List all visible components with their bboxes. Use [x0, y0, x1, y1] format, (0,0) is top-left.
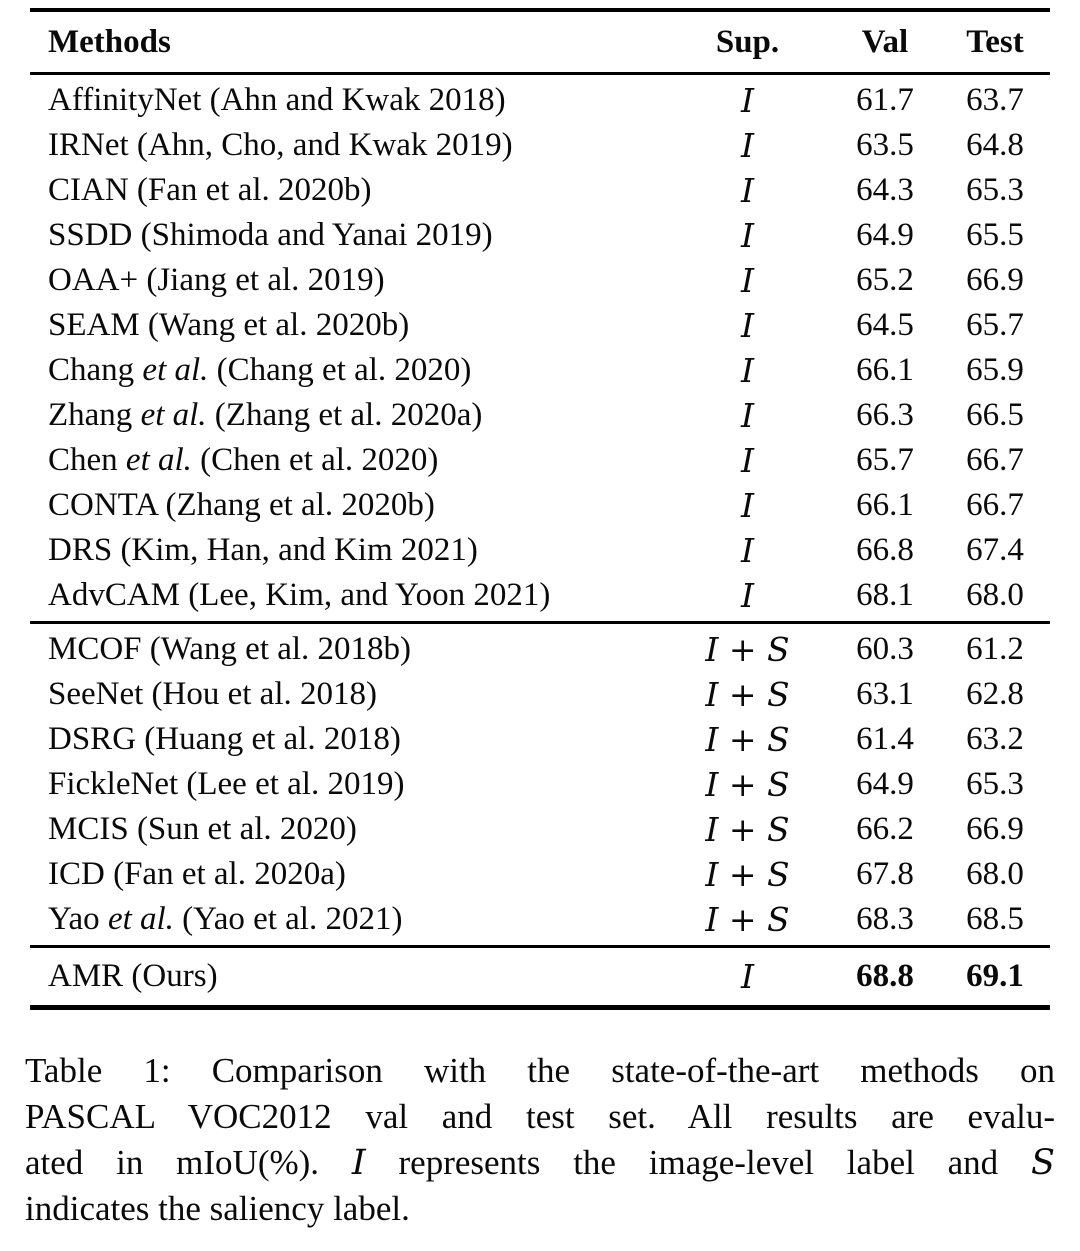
table-caption: [25, 1048, 1055, 1232]
method-cell: CIAN (Fan et al. 2020b): [48, 172, 372, 208]
method-cell: SEAM (Wang et al. 2020b): [48, 307, 410, 343]
table-bottom-rule: [30, 1005, 1050, 1010]
supervision-cell: I: [740, 530, 755, 570]
method-cell: AdvCAM (Lee, Kim, and Yoon 2021): [48, 577, 551, 613]
method-cell: AffinityNet (Ahn and Kwak 2018): [48, 82, 506, 118]
table-header-row: [30, 12, 1050, 72]
table-row: [30, 852, 1050, 897]
caption-line: PASCAL VOC2012 val and test set. All results are evalu-: [25, 1097, 1055, 1136]
col-header-test: Test: [966, 23, 1024, 60]
supervision-cell: I: [740, 956, 755, 996]
method-cell: AMR (Ours): [48, 958, 218, 994]
test-miou-cell: 65.7: [966, 307, 1024, 343]
val-miou-cell: 65.2: [856, 262, 914, 298]
table-row: [30, 483, 1050, 528]
table-row: [30, 627, 1050, 672]
method-cell: MCOF (Wang et al. 2018b): [48, 631, 412, 667]
method-cell: OAA+ (Jiang et al. 2019): [48, 262, 385, 298]
table-row: [30, 762, 1050, 807]
method-cell: CONTA (Zhang et al. 2020b): [48, 487, 435, 523]
table-row: [30, 438, 1050, 483]
table-row: [30, 348, 1050, 393]
supervision-cell: I: [740, 260, 755, 300]
table-row: [30, 954, 1050, 999]
val-miou-cell: 66.1: [856, 487, 914, 523]
supervision-cell: I: [740, 395, 755, 435]
method-cell: IRNet (Ahn, Cho, and Kwak 2019): [48, 127, 513, 163]
val-miou-cell: 63.1: [856, 676, 914, 712]
val-miou-cell: 61.4: [856, 721, 914, 757]
col-header-methods: Methods: [48, 23, 171, 60]
val-miou-cell: 63.5: [856, 127, 914, 163]
method-cell: Yao et al. (Yao et al. 2021): [48, 901, 403, 937]
val-miou-cell: 64.9: [856, 766, 914, 802]
table-row: [30, 528, 1050, 573]
test-miou-cell: 66.9: [966, 262, 1024, 298]
table-row: [30, 123, 1050, 168]
supervision-cell: I: [740, 440, 755, 480]
val-miou-cell: 65.7: [856, 442, 914, 478]
test-miou-cell: 61.2: [966, 631, 1024, 667]
table-row: [30, 573, 1050, 618]
section-ours: [30, 948, 1050, 1005]
val-miou-cell: 66.2: [856, 811, 914, 847]
supervision-cell: I: [740, 170, 755, 210]
supervision-cell: I + S: [705, 899, 790, 939]
val-miou-cell: 64.5: [856, 307, 914, 343]
val-miou-cell: 68.8: [856, 958, 914, 994]
method-cell: SSDD (Shimoda and Yanai 2019): [48, 217, 493, 253]
results-table: [30, 8, 1050, 1010]
table-row: [30, 258, 1050, 303]
test-miou-cell: 65.3: [966, 766, 1024, 802]
supervision-cell: I + S: [705, 674, 790, 714]
supervision-cell: I: [740, 80, 755, 120]
test-miou-cell: 68.0: [966, 856, 1024, 892]
test-miou-cell: 68.0: [966, 577, 1024, 613]
val-miou-cell: 64.3: [856, 172, 914, 208]
supervision-cell: I: [740, 575, 755, 615]
table-row: [30, 213, 1050, 258]
test-miou-cell: 66.7: [966, 487, 1024, 523]
test-miou-cell: 66.5: [966, 397, 1024, 433]
supervision-cell: I: [740, 485, 755, 525]
val-miou-cell: 66.1: [856, 352, 914, 388]
method-cell: ICD (Fan et al. 2020a): [48, 856, 346, 892]
supervision-cell: I + S: [705, 764, 790, 804]
method-cell: Chang et al. (Chang et al. 2020): [48, 352, 472, 388]
table-row: [30, 168, 1050, 213]
table-row: [30, 303, 1050, 348]
table-row: [30, 807, 1050, 852]
table-row: [30, 672, 1050, 717]
section-image-level: [30, 75, 1050, 621]
val-miou-cell: 68.1: [856, 577, 914, 613]
test-miou-cell: 68.5: [966, 901, 1024, 937]
caption-line: indicates the saliency label.: [25, 1189, 410, 1228]
caption-line: Table 1: Comparison with the state-of-the-art methods on: [25, 1051, 1055, 1090]
val-miou-cell: 64.9: [856, 217, 914, 253]
method-cell: DSRG (Huang et al. 2018): [48, 721, 401, 757]
supervision-cell: I: [740, 350, 755, 390]
test-miou-cell: 64.8: [966, 127, 1024, 163]
method-cell: MCIS (Sun et al. 2020): [48, 811, 357, 847]
method-cell: FickleNet (Lee et al. 2019): [48, 766, 405, 802]
test-miou-cell: 65.3: [966, 172, 1024, 208]
table-row: [30, 897, 1050, 942]
val-miou-cell: 66.8: [856, 532, 914, 568]
test-miou-cell: 69.1: [966, 958, 1024, 994]
supervision-cell: I + S: [705, 809, 790, 849]
val-miou-cell: 60.3: [856, 631, 914, 667]
supervision-cell: I: [740, 305, 755, 345]
test-miou-cell: 62.8: [966, 676, 1024, 712]
supervision-cell: I: [740, 215, 755, 255]
test-miou-cell: 67.4: [966, 532, 1024, 568]
supervision-cell: I + S: [705, 719, 790, 759]
method-cell: DRS (Kim, Han, and Kim 2021): [48, 532, 478, 568]
section-image-saliency: [30, 624, 1050, 945]
method-cell: SeeNet (Hou et al. 2018): [48, 676, 377, 712]
caption-line: ated in mIoU(%). I represents the image-level label and S: [25, 1143, 1055, 1183]
col-header-sup: Sup.: [715, 23, 780, 60]
table-row: [30, 717, 1050, 762]
method-cell: Chen et al. (Chen et al. 2020): [48, 442, 439, 478]
test-miou-cell: 66.9: [966, 811, 1024, 847]
table-row: [30, 393, 1050, 438]
test-miou-cell: 65.9: [966, 352, 1024, 388]
test-miou-cell: 65.5: [966, 217, 1024, 253]
supervision-cell: I + S: [705, 629, 790, 669]
val-miou-cell: 61.7: [856, 82, 914, 118]
val-miou-cell: 68.3: [856, 901, 914, 937]
test-miou-cell: 63.7: [966, 82, 1024, 118]
table-row: [30, 78, 1050, 123]
val-miou-cell: 67.8: [856, 856, 914, 892]
col-header-val: Val: [861, 23, 909, 60]
test-miou-cell: 66.7: [966, 442, 1024, 478]
val-miou-cell: 66.3: [856, 397, 914, 433]
method-cell: Zhang et al. (Zhang et al. 2020a): [48, 397, 483, 433]
supervision-cell: I + S: [705, 854, 790, 894]
test-miou-cell: 63.2: [966, 721, 1024, 757]
supervision-cell: I: [740, 125, 755, 165]
